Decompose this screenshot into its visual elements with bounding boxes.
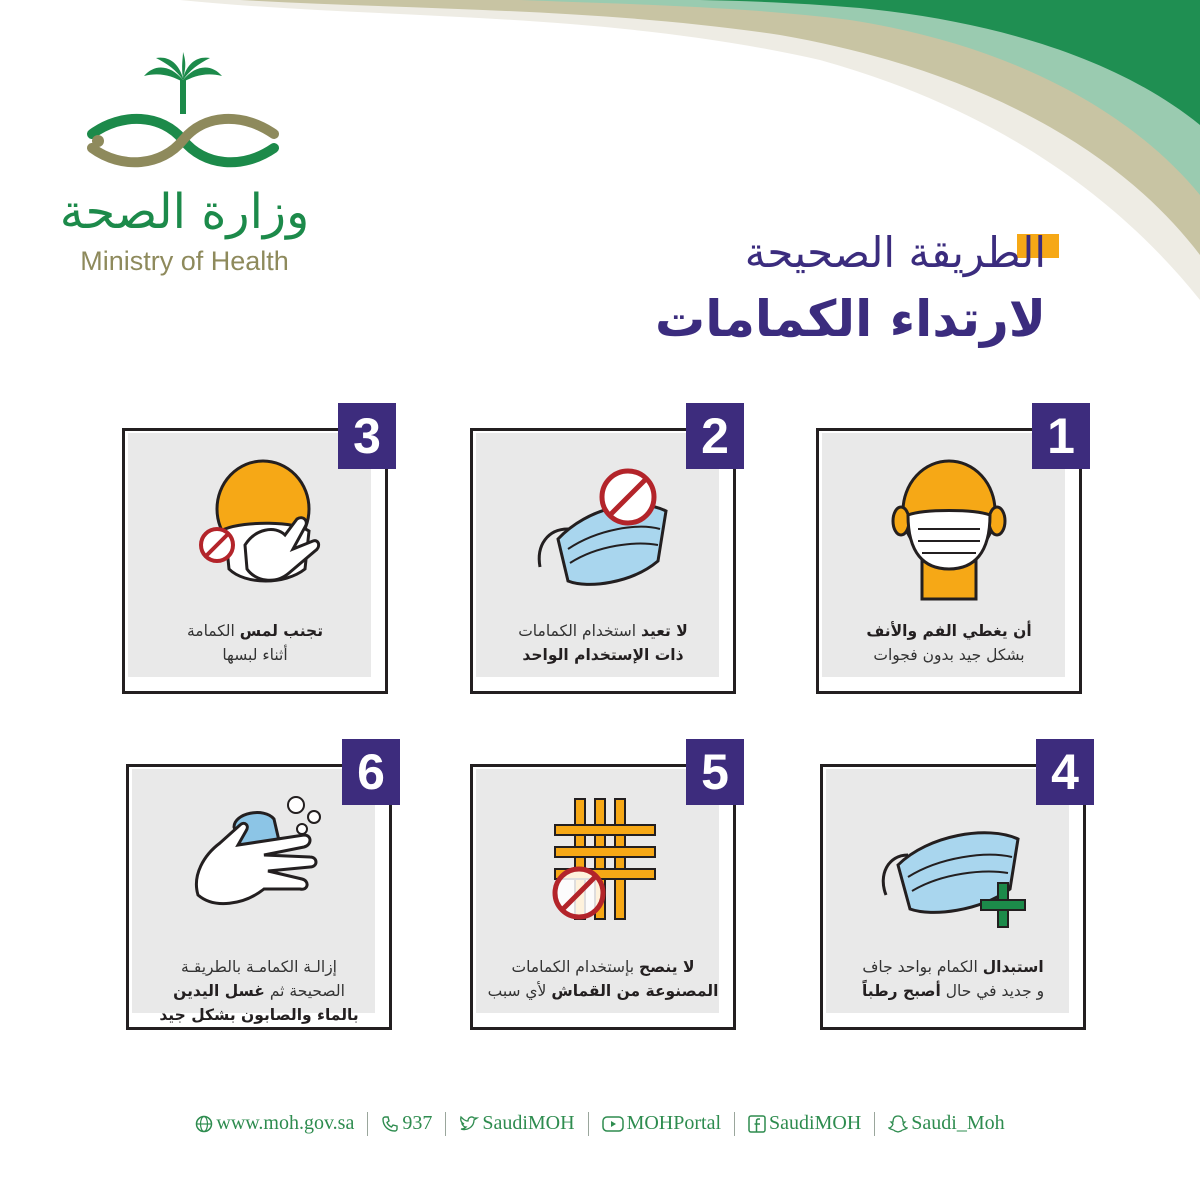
snapchat-link[interactable]: Saudi_Moh bbox=[888, 1112, 1004, 1134]
card-1 bbox=[816, 408, 1082, 694]
card-6 bbox=[126, 744, 392, 1030]
phone-icon bbox=[381, 1115, 399, 1133]
step-number: 2 bbox=[686, 403, 744, 469]
card-5-text2: لأي سبب bbox=[487, 982, 547, 1001]
step-number: 6 bbox=[342, 739, 400, 805]
globe-icon bbox=[195, 1115, 213, 1133]
card-5-text: بإستخدام الكمامات bbox=[511, 958, 635, 976]
phone-link[interactable]: 937 bbox=[381, 1112, 437, 1134]
twitter-icon bbox=[459, 1115, 479, 1133]
card-6-text: إزالـة الكمامـة بالطريقـة bbox=[181, 958, 337, 976]
card-3-text2: أثناء لبسها bbox=[222, 646, 288, 665]
step-number: 1 bbox=[1032, 403, 1090, 469]
card-5-pre: لا ينصح bbox=[638, 958, 695, 976]
card-5 bbox=[470, 744, 736, 1030]
face-mask-icon bbox=[884, 449, 1014, 609]
card-4-text2: و جديد في حال bbox=[945, 982, 1045, 1001]
no-cloth-mask-icon bbox=[533, 785, 673, 935]
twitter-link[interactable]: SaudiMOH bbox=[459, 1112, 579, 1134]
card-2-bold: ذات الإستخدام الواحد bbox=[522, 646, 684, 665]
snapchat-icon bbox=[888, 1115, 908, 1133]
card-4 bbox=[820, 744, 1086, 1030]
website-link[interactable]: www.moh.gov.sa bbox=[195, 1112, 359, 1134]
step-number: 3 bbox=[338, 403, 396, 469]
no-reuse-mask-icon bbox=[528, 449, 678, 599]
replace-mask-icon bbox=[868, 785, 1038, 935]
card-2-text: استخدام الكمامات bbox=[518, 622, 637, 640]
step-number: 4 bbox=[1036, 739, 1094, 805]
moh-logo bbox=[52, 52, 317, 284]
card-4-text: الكمام بواحد جاف bbox=[862, 958, 978, 976]
no-touch-mask-icon bbox=[185, 449, 325, 599]
card-2-pre: لا تعيد bbox=[640, 622, 688, 640]
hand-wash-icon bbox=[184, 785, 334, 935]
card-3-bold: تجنب لمس bbox=[239, 622, 324, 640]
card-3-text: الكمامة bbox=[186, 622, 235, 640]
palm-swords-emblem-icon bbox=[52, 52, 317, 182]
card-6-bold2: بالماء والصابون بشكل جيد bbox=[159, 1006, 359, 1025]
card-1-bold: أن يغطي الفم والأنف bbox=[866, 622, 1032, 640]
card-2 bbox=[470, 408, 736, 694]
page-title-line2: لارتداء الكمامات bbox=[654, 290, 1046, 348]
card-6-bold: غسل اليدين bbox=[173, 982, 265, 1001]
card-5-bold: المصنوعة من القماش bbox=[551, 982, 719, 1001]
card-6-text2: الصحيحة ثم bbox=[269, 982, 345, 1001]
page-title-line1: الطريقة الصحيحة bbox=[744, 228, 1046, 277]
facebook-icon bbox=[748, 1115, 766, 1133]
youtube-icon bbox=[602, 1115, 624, 1133]
card-4-bold2: أصبح رطباً bbox=[861, 982, 941, 1001]
card-3 bbox=[122, 408, 388, 694]
card-1-text: بشكل جيد بدون فجوات bbox=[873, 646, 1025, 665]
facebook-link[interactable]: SaudiMOH bbox=[748, 1112, 866, 1134]
step-number: 5 bbox=[686, 739, 744, 805]
footer-contacts bbox=[0, 1112, 1200, 1136]
logo-english-name: Ministry of Health bbox=[80, 246, 289, 276]
youtube-link[interactable]: MOHPortal bbox=[602, 1112, 726, 1134]
card-4-bold: استبدال bbox=[982, 958, 1044, 976]
logo-arabic-name: وزارة الصحة bbox=[59, 184, 310, 240]
